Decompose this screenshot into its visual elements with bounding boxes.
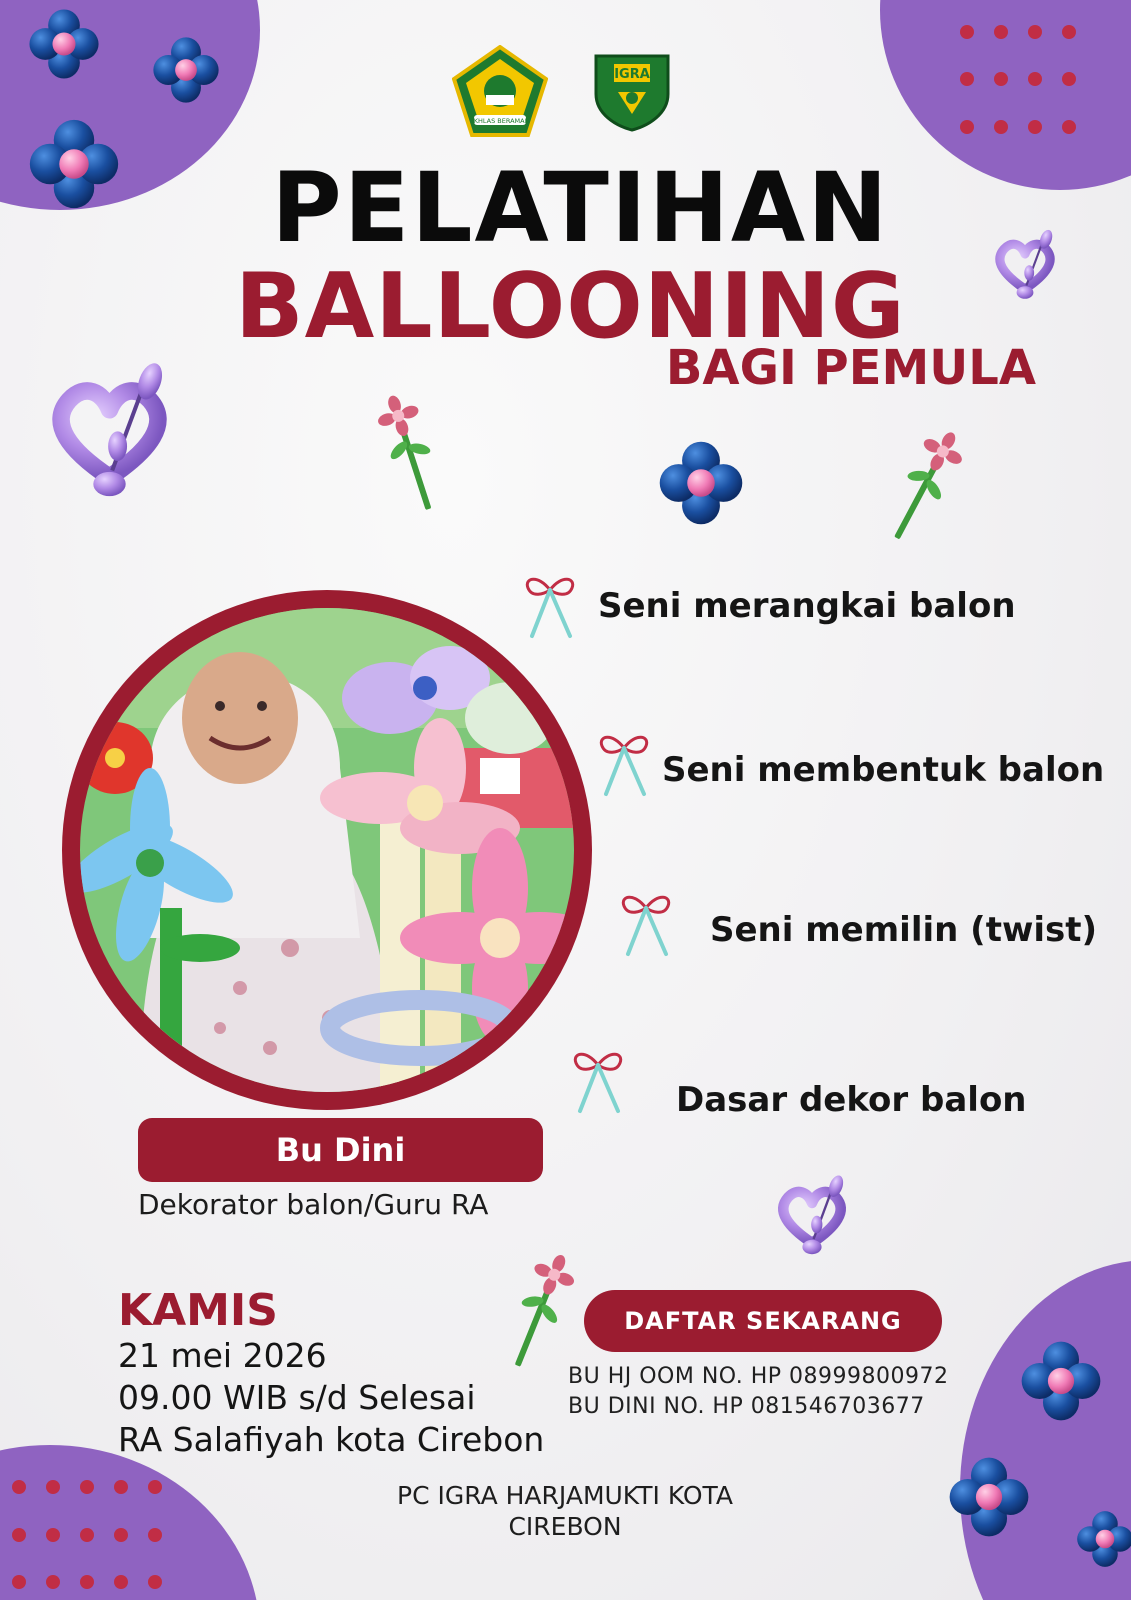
organizer-footer bbox=[360, 1480, 770, 1543]
contact-1: BU HJ OOM NO. HP 08999800972 bbox=[568, 1364, 949, 1389]
register-now-button[interactable]: DAFTAR SEKARANG bbox=[584, 1290, 942, 1352]
title-line-2: BALLOONING bbox=[235, 254, 906, 359]
svg-text:IKHLAS BERAMAL: IKHLAS BERAMAL bbox=[471, 117, 529, 125]
balloon-flower-icon bbox=[1020, 1340, 1102, 1422]
balloon-stem-flower-icon bbox=[870, 418, 979, 552]
balloon-stem-flower-icon bbox=[363, 386, 457, 519]
speaker-name-banner: Bu Dini bbox=[138, 1118, 543, 1182]
topic-3-label: Seni memilin (twist) bbox=[710, 910, 1098, 950]
corner-blob-bottom-left bbox=[0, 1445, 260, 1600]
balloon-flower-icon bbox=[152, 36, 220, 104]
balloon-flower-icon bbox=[1076, 1510, 1131, 1568]
igra-emblem-icon bbox=[588, 50, 676, 132]
kemenag-emblem-icon bbox=[452, 45, 548, 137]
ribbon-icon bbox=[594, 728, 654, 798]
title-line-1: PELATIHAN bbox=[271, 152, 890, 264]
balloon-heart-icon bbox=[772, 1165, 852, 1265]
balloon-stem-flower-icon bbox=[490, 1243, 591, 1377]
speaker-role: Dekorator balon/Guru RA bbox=[138, 1188, 489, 1221]
event-time: 09.00 WIB s/d Selesai bbox=[118, 1378, 476, 1417]
organizer-line-2: CIREBON bbox=[508, 1512, 622, 1542]
topic-2-label: Seni membentuk balon bbox=[662, 750, 1105, 790]
contact-2: BU DINI NO. HP 081546703677 bbox=[568, 1394, 925, 1419]
event-place: RA Salafiyah kota Cirebon bbox=[118, 1420, 545, 1459]
svg-text:IGRA: IGRA bbox=[614, 67, 650, 82]
event-day: KAMIS bbox=[118, 1285, 278, 1336]
ribbon-icon bbox=[568, 1045, 628, 1115]
speaker-photo bbox=[80, 608, 574, 1092]
topic-1-label: Seni merangkai balon bbox=[598, 586, 1016, 626]
event-date: 21 mei 2026 bbox=[118, 1336, 327, 1375]
balloon-flower-icon bbox=[948, 1456, 1030, 1538]
balloon-flower-icon bbox=[28, 8, 100, 80]
ribbon-icon bbox=[616, 888, 676, 958]
organizer-line-1: PC IGRA HARJAMUKTI KOTA bbox=[397, 1481, 733, 1510]
ribbon-icon bbox=[520, 570, 580, 640]
balloon-heart-icon bbox=[42, 345, 177, 515]
balloon-flower-icon bbox=[658, 440, 744, 526]
title-line-3: BAGI PEMULA bbox=[665, 340, 1036, 396]
topic-4-label: Dasar dekor balon bbox=[676, 1080, 1027, 1120]
